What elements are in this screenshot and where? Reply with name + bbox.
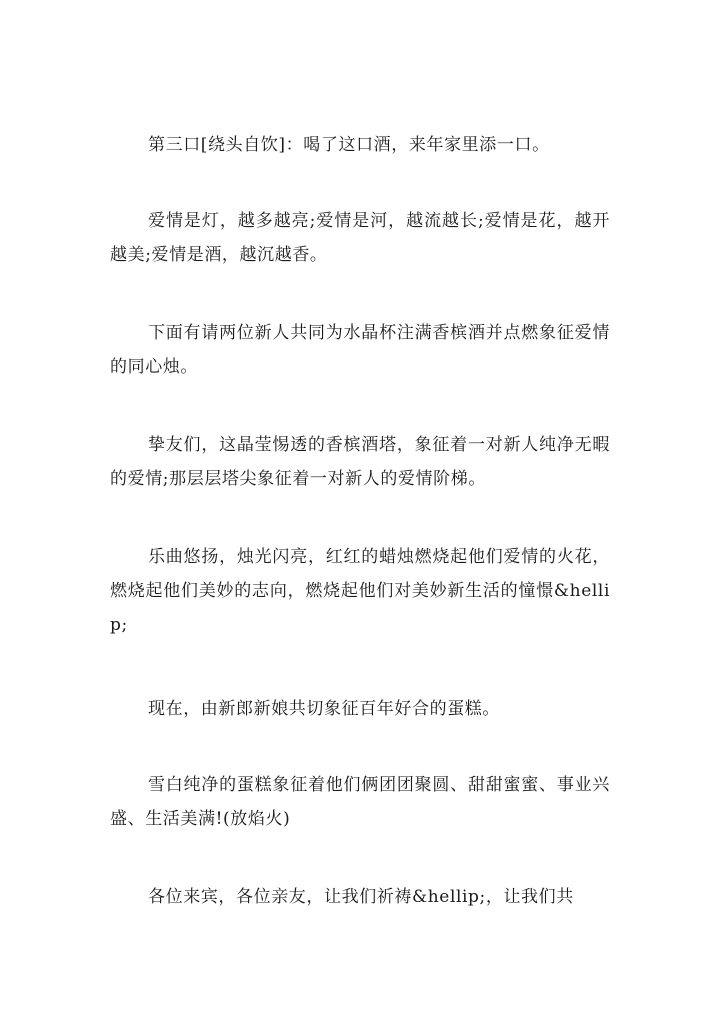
paragraph-7: 雪白纯净的蛋糕象征着他们俩团团聚圆、甜甜蜜蜜、事业兴盛、生活美满!(放焰火) [110,775,610,829]
paragraph-6: 现在，由新郎新娘共切象征百年好合的蛋糕。 [148,699,500,719]
paragraph-1: 第三口[绕头自饮]：喝了这口酒，来年家里添一口。 [148,135,550,155]
paragraph-3: 下面有请两位新人共同为水晶杯注满香槟酒并点燃象征爱情的同心烛。 [110,323,610,377]
paragraph-5: 乐曲悠扬，烛光闪亮，红红的蜡烛燃烧起他们爱情的火花，燃烧起他们美妙的志向，燃烧起他们对美妙新生活的憧憬&hellip; [110,547,610,635]
paragraph-8: 各位来宾，各位亲友，让我们祈祷&hellip;，让我们共 [148,887,574,907]
paragraph-2: 爱情是灯，越多越亮;爱情是河，越流越长;爱情是花，越开越美;爱情是酒，越沉越香。 [110,211,610,265]
paragraph-4: 挚友们，这晶莹惕透的香槟酒塔，象征着一对新人纯净无暇的爱情;那层层塔尖象征着一对新人的爱情阶梯。 [110,435,610,489]
